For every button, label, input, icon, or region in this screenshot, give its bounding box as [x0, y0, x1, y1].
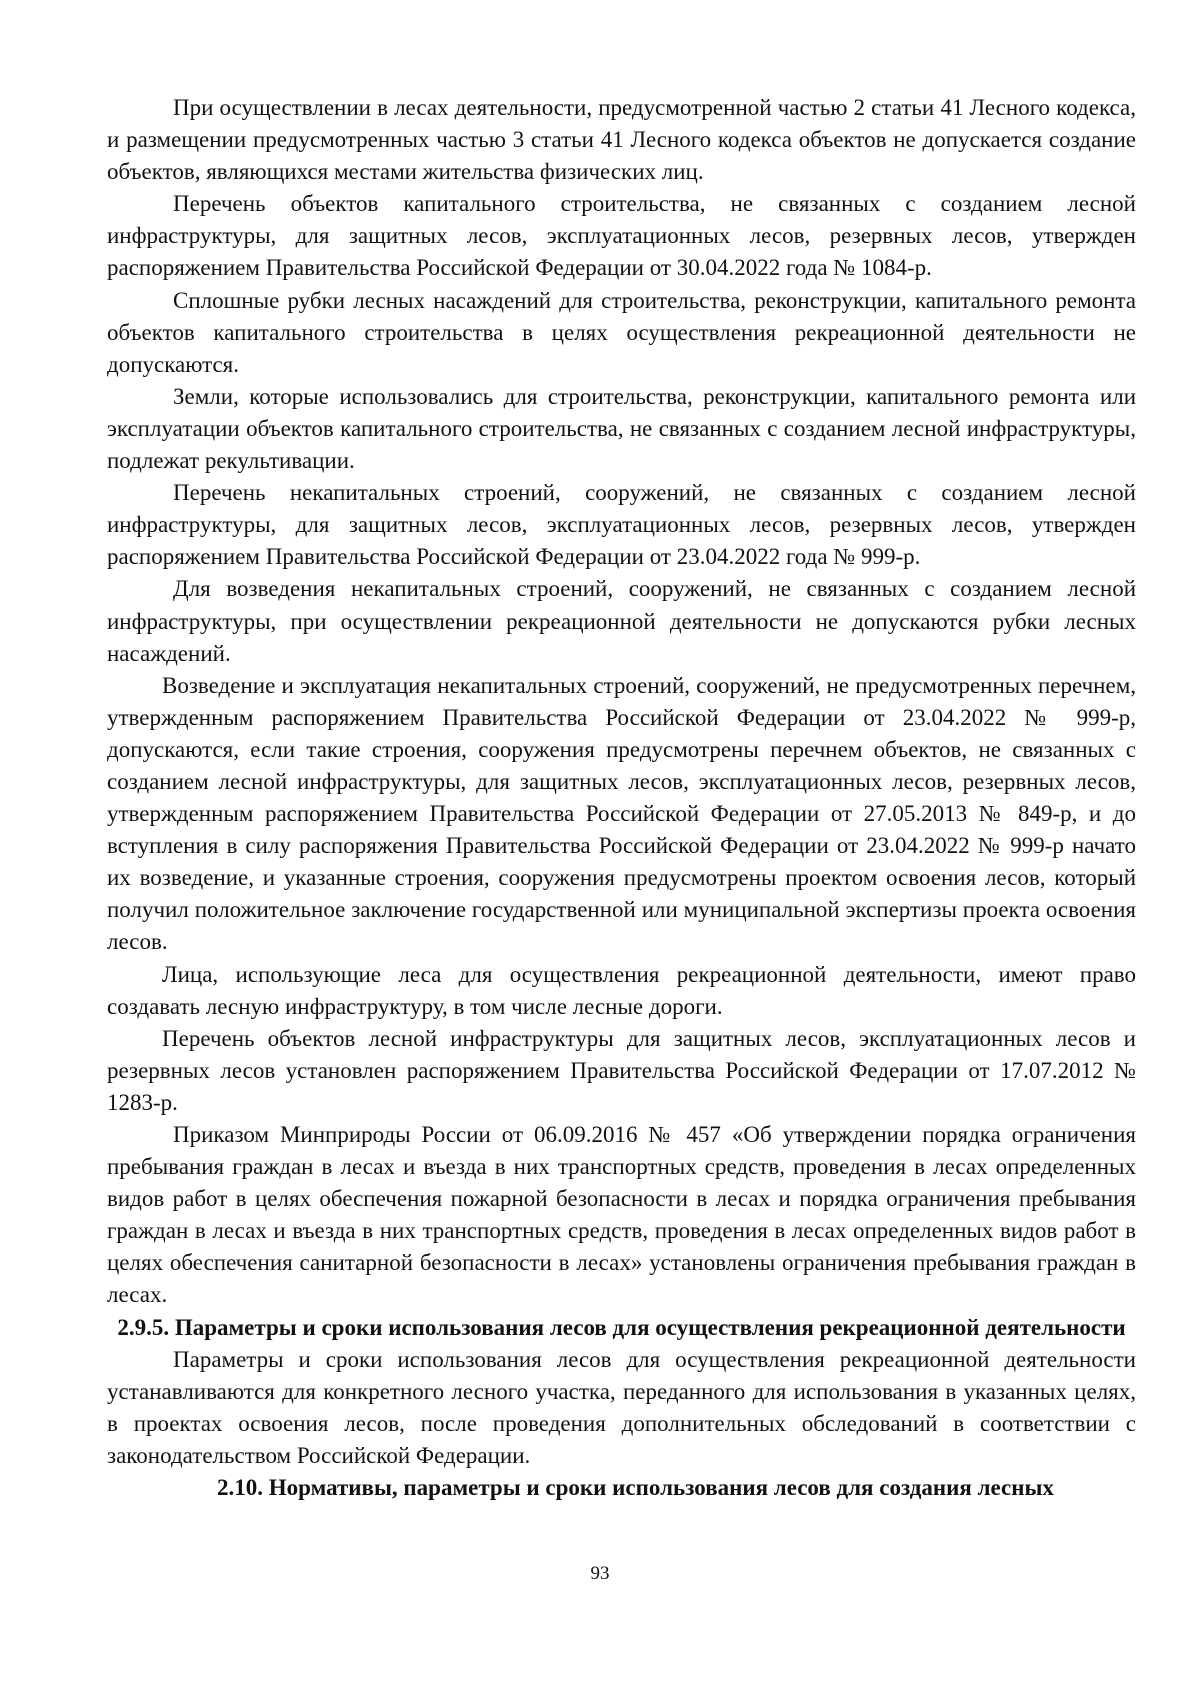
paragraph-noncapital-felling: Для возведения некапитальных строений, сооружений, не связанных с созданием лесной инфраструктуры, при осуществлении рекреационной деятельности не допускаются рубки лесных насаждений. — [107, 576, 1136, 666]
paragraph-noncapital-list: Перечень некапитальных строений, сооружений, не связанных с созданием лесной инфраструктуры, для защитных лесов, эксплуатационных лесов, резервных лесов, утвержден распоряжением Правительства Российской Федерации от 23.04.2022 года № 999-р. — [107, 480, 1136, 570]
paragraph-clear-cutting: Сплошные рубки лесных насаждений для строительства, реконструкции, капитального ремонта объектов капитального строительства в целях осуществления рекреационной деятельности не допускаются. — [107, 287, 1136, 377]
section-heading: 2.9.5. Параметры и сроки использования лесов для осуществления рекреационной деятельности — [117, 1314, 1126, 1340]
document-page — [107, 92, 1136, 1504]
paragraph-section-parameters: Параметры и сроки использования лесов для осуществления рекреационной деятельности устанавливаются для конкретного лесного участка, переданного для использования в указанных целях, в проектах освоения лесов, после проведения дополнительных обследований в соответствии с законодательством Российской Федерации. — [107, 1346, 1136, 1468]
paragraph-ministry-order: Приказом Минприроды России от 06.09.2016 № 457 «Об утверждении порядка ограничения пребывания граждан в лесах и въезда в них транспортных средств, проведения в лесах определенных видов работ в целях обеспечения пожарной безопасности в лесах и порядка ограничения пребывания граждан в лесах и въезда в них транспортных средств, проведения в лесах определенных видов работ в целях обеспечения санитарной безопасности в лесах» установлены ограничения пребывания граждан в лесах. — [107, 1122, 1136, 1308]
paragraph-capital-objects-list: Перечень объектов капитального строительства, не связанных с созданием лесной инфраструктуры, для защитных лесов, эксплуатационных лесов, резервных лесов, утвержден распоряжением Правительства Российской Федерации от 30.04.2022 года № 1084-р. — [107, 191, 1136, 281]
paragraph-forest-infrastructure-right: Лица, использующие леса для осуществления рекреационной деятельности, имеют право создавать лесную инфраструктуру, в том числе лесные дороги. — [107, 961, 1136, 1019]
next-section-heading: 2.10. Нормативы, параметры и сроки использования лесов для создания лесных — [217, 1475, 1054, 1501]
paragraph-residential-objects: При осуществлении в лесах деятельности, предусмотренной частью 2 статьи 41 Лесного кодекса, и размещении предусмотренных частью 3 статьи 41 Лесного кодекса объектов не допускается создание объектов, являющихся местами жительства физических лиц. — [107, 95, 1136, 185]
paragraph-noncapital-exceptions: Возведение и эксплуатация некапитальных строений, сооружений, не предусмотренных перечнем, утвержденным распоряжением Правительства Российской Федерации от 23.04.2022 № 999-р, допускаются, если такие строения, сооружения предусмотрены перечнем объектов, не связанных с созданием лесной инфраструктуры, для защитных лесов, эксплуатационных лесов, резервных лесов, утвержденным распоряжением Правительства Российской Федерации от 27.05.2013 № 849-р, и до вступления в силу распоряжения Правительства Российской Федерации от 23.04.2022 № 999-р начато их возведение, и указанные строения, сооружения предусмотрены проектом освоения лесов, который получил положительное заключение государственной или муниципальной экспертизы проекта освоения лесов. — [107, 672, 1136, 955]
paragraph-infrastructure-list: Перечень объектов лесной инфраструктуры для защитных лесов, эксплуатационных лесов и резервных лесов установлен распоряжением Правительства Российской Федерации от 17.07.2012 № 1283-р. — [107, 1025, 1136, 1115]
page-number: 93 — [590, 1563, 610, 1584]
paragraph-recultivation: Земли, которые использовались для строительства, реконструкции, капитального ремонта или эксплуатации объектов капитального строительства, не связанных с созданием лесной инфраструктуры, подлежат рекультивации. — [107, 383, 1136, 474]
